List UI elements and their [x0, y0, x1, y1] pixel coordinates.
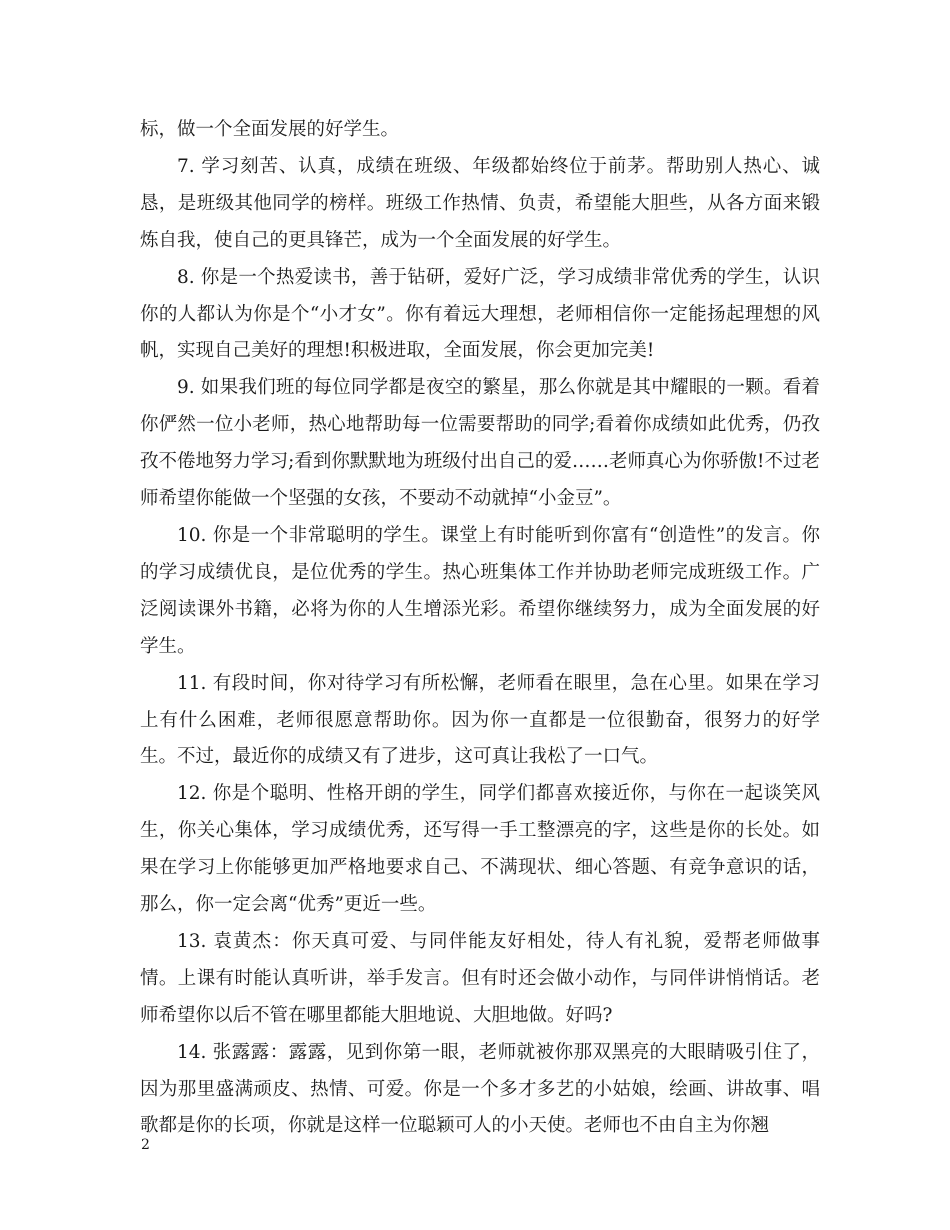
paragraph-12: 12. 你是个聪明、性格开朗的学生，同学们都喜欢接近你，与你在一起谈笑风生，你关心集体，学习成绩优秀，还写得一手工整漂亮的字，这些是你的长处。如果在学习上你能够更加严格地要求自己、不满现状、细心答题、有竞争意识的话，那么，你一定会离“优秀”更近一些。	[140, 783, 820, 916]
paragraph-9: 9. 如果我们班的每位同学都是夜空的繁星，那么你就是其中耀眼的一颗。看着你俨然一位小老师，热心地帮助每一位需要帮助的同学;看着你成绩如此优秀，仍孜孜不倦地努力学习;看到你默默地为班级付出自己的爱……老师真心为你骄傲!不过老师希望你能做一个坚强的女孩，不要动不动就掉“小金豆”。	[140, 377, 820, 510]
paragraph-8: 8. 你是一个热爱读书，善于钻研，爱好广泛，学习成绩非常优秀的学生，认识你的人都认为你是个“小才女”。你有着远大理想，老师相信你一定能扬起理想的风帆，实现自己美好的理想!积极进取，全面发展，你会更加完美!	[140, 266, 820, 362]
paragraph-continuation: 标，做一个全面发展的好学生。	[140, 119, 400, 140]
page-number: 2	[141, 1137, 150, 1153]
body-text	[140, 112, 820, 1145]
paragraph-10: 10. 你是一个非常聪明的学生。课堂上有时能听到你富有“创造性”的发言。你的学习成绩优良，是位优秀的学生。热心班集体工作并协助老师完成班级工作。广泛阅读课外书籍，必将为你的人生增添光彩。希望你继续努力，成为全面发展的好学生。	[140, 524, 820, 657]
paragraph-7: 7. 学习刻苦、认真，成绩在班级、年级都始终位于前茅。帮助别人热心、诚恳，是班级其他同学的榜样。班级工作热情、负责，希望能大胆些，从各方面来锻炼自我，使自己的更具锋芒，成为一个全面发展的好学生。	[140, 155, 820, 251]
paragraph-14: 14. 张露露：露露，见到你第一眼，老师就被你那双黑亮的大眼睛吸引住了，因为那里盛满顽皮、热情、可爱。你是一个多才多艺的小姑娘，绘画、讲故事、唱歌都是你的长项，你就是这样一位聪颖可人的小天使。老师也不由自主为你翘	[140, 1041, 820, 1137]
paragraph-13: 13. 袁黄杰：你天真可爱、与同伴能友好相处，待人有礼貌，爱帮老师做事情。上课有时能认真听讲，举手发言。但有时还会做小动作，与同伴讲悄悄话。老师希望你以后不管在哪里都能大胆地说、大胆地做。好吗?	[140, 930, 820, 1026]
paragraph-11: 11. 有段时间，你对待学习有所松懈，老师看在眼里，急在心里。如果在学习上有什么困难，老师很愿意帮助你。因为你一直都是一位很勤奋，很努力的好学生。不过，最近你的成绩又有了进步，这可真让我松了一口气。	[140, 672, 820, 768]
